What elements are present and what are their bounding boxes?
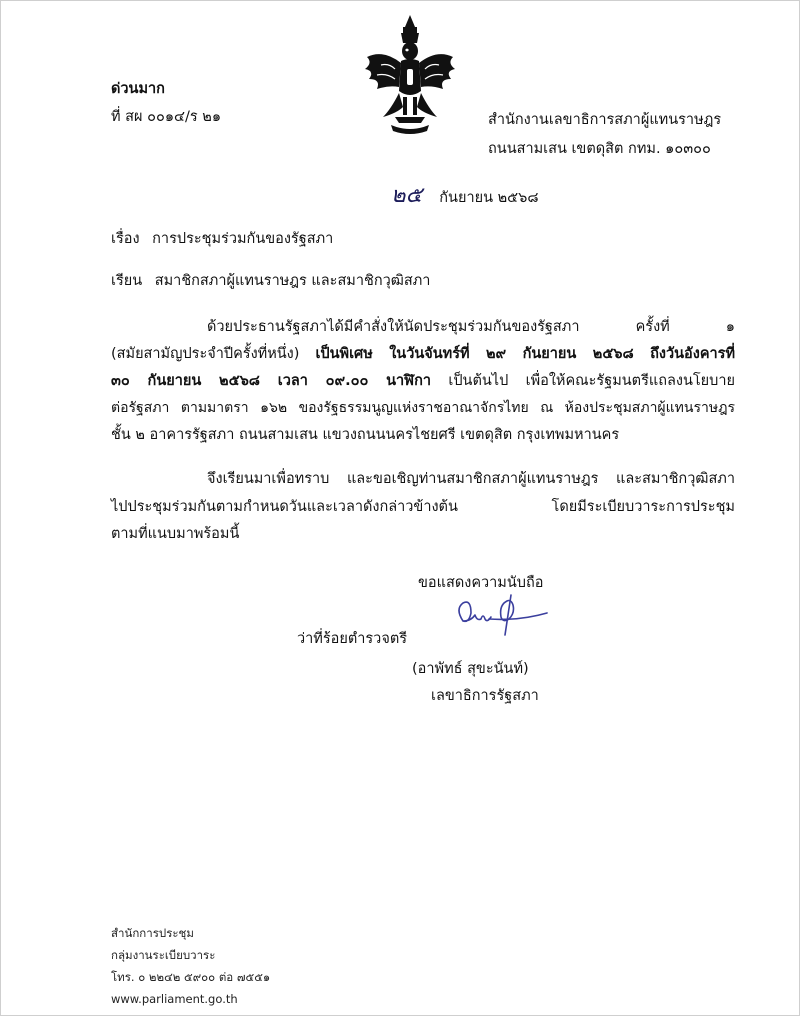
footer-phone: โทร. ๐ ๒๒๔๒ ๕๙๐๐ ต่อ ๗๕๕๑ — [111, 970, 271, 984]
paragraph1-line5: ชั้น ๒ อาคารรัฐสภา ถนนสามเสน แขวงถนนนครไชยศรี เขตดุสิต กรุงเทพมหานคร — [111, 427, 620, 443]
paragraph1-line1: ด้วยประธานรัฐสภาได้มีคำสั่งให้นัดประชุมร่วมกันของรัฐสภา ครั้งที่ ๑ — [207, 319, 735, 335]
paragraph1-line3-normal: เป็นต้นไป เพื่อให้คณะรัฐมนตรีแถลงนโยบาย — [448, 373, 736, 389]
handwritten-signature-icon — [449, 591, 551, 637]
signer-name: (อาพัทธ์ สุขะนันท์) — [412, 661, 529, 677]
garuda-emblem-icon — [361, 13, 459, 135]
subject-line — [111, 229, 333, 249]
paragraph2-line1: จึงเรียนมาเพื่อทราบ และขอเชิญท่านสมาชิกสภาผู้แทนราษฎร และสมาชิกวุฒิสภา — [207, 471, 735, 487]
date-month-year: กันยายน ๒๕๖๘ — [439, 190, 539, 206]
paragraph1-line2-normal: (สมัยสามัญประจำปีครั้งที่หนึ่ง) — [111, 346, 300, 362]
subject-text: การประชุมร่วมกันของรัฐสภา — [152, 231, 334, 247]
addressee-text: สมาชิกสภาผู้แทนราษฎร และสมาชิกวุฒิสภา — [154, 273, 431, 289]
addressee-line — [111, 271, 430, 291]
urgency-label: ด่วนมาก — [111, 81, 165, 97]
paragraph1-line2 — [111, 344, 735, 364]
signer-position: เลขาธิการรัฐสภา — [431, 688, 539, 704]
closing-salutation: ขอแสดงความนับถือ — [418, 575, 544, 591]
reference-number: ที่ สผ ๐๐๑๔/ร ๒๑ — [111, 109, 222, 125]
paragraph1-line3 — [111, 371, 735, 391]
footer-group: กลุ่มงานระเบียบวาระ — [111, 948, 216, 962]
office-address: ถนนสามเสน เขตดุสิต กทม. ๑๐๓๐๐ — [488, 141, 711, 157]
footer-division: สำนักการประชุม — [111, 926, 194, 940]
paragraph1-line2-bold: เป็นพิเศษ ในวันจันทร์ที่ ๒๙ กันยายน ๒๕๖๘ ถึงวันอังคารที่ — [315, 346, 736, 362]
date-day-handwritten: ๒๕ — [391, 183, 423, 208]
footer-website[interactable]: www.parliament.go.th — [111, 992, 238, 1006]
paragraph2-line3: ตามที่แนบมาพร้อมนี้ — [111, 526, 240, 542]
subject-label: เรื่อง — [111, 231, 140, 247]
letter-date — [391, 177, 539, 212]
paragraph1-line4: ต่อรัฐสภา ตามมาตรา ๑๖๒ ของรัฐธรรมนูญแห่งราชอาณาจักรไทย ณ ห้องประชุมสภาผู้แทนราษฎร — [111, 400, 735, 416]
signer-rank: ว่าที่ร้อยตำรวจตรี — [297, 631, 408, 647]
paragraph1-line3-bold: ๓๐ กันยายน ๒๕๖๘ เวลา ๐๙.๐๐ นาฬิกา — [111, 373, 432, 389]
office-name: สำนักงานเลขาธิการสภาผู้แทนราษฎร — [488, 112, 722, 128]
addressee-label: เรียน — [111, 273, 143, 289]
paragraph2-line2: ไปประชุมร่วมกันตามกำหนดวันและเวลาดังกล่าวข้างต้น โดยมีระเบียบวาระการประชุม — [111, 499, 735, 515]
